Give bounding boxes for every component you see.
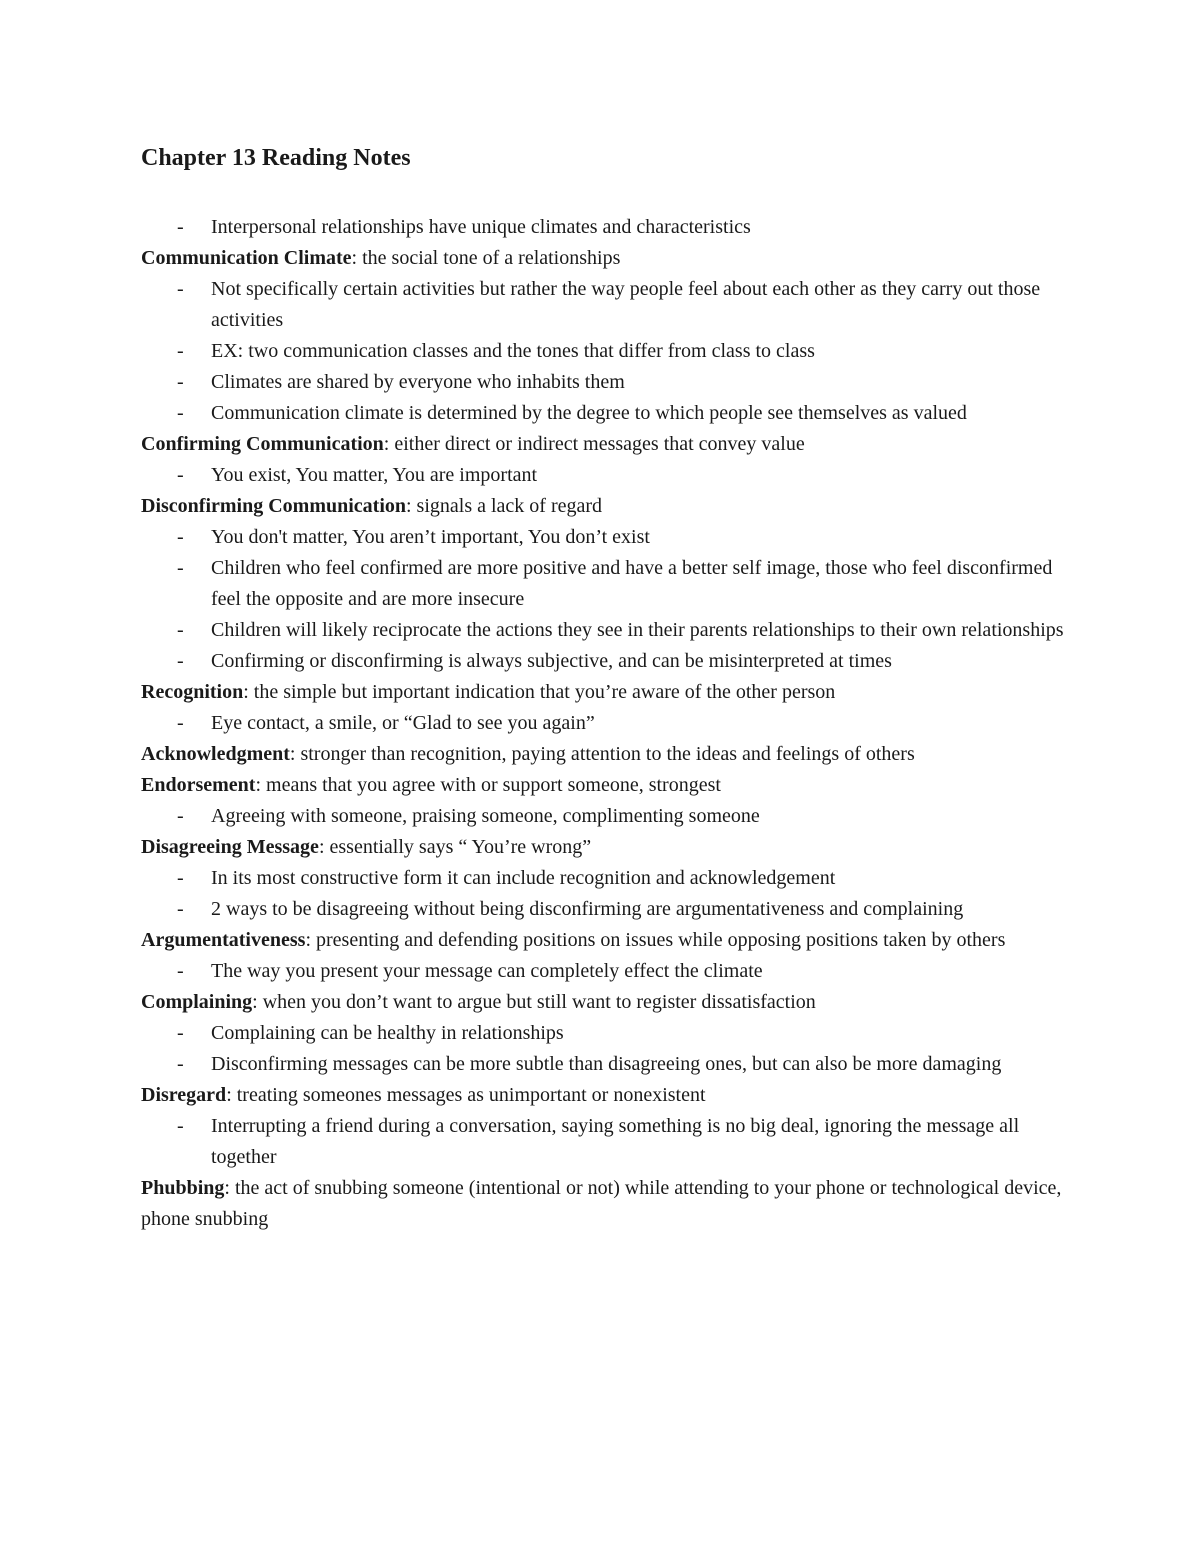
dash-marker: - [177,557,184,579]
definition-line [141,677,1071,708]
term-label: Acknowledgment [141,743,290,765]
bullet-list [141,956,1071,987]
dash-marker: - [177,650,184,672]
term-label: Disagreeing Message [141,836,319,858]
definition-line [141,925,1071,956]
bullet-item [141,801,1071,832]
dash-marker: - [177,1053,184,1075]
bullet-list [141,274,1071,429]
bullet-text: EX: two communication classes and the tones that differ from class to class [211,340,815,362]
bullet-text: Interrupting a friend during a conversation, saying something is no big deal, ignoring the message all together [211,1115,1020,1168]
definition-text: : presenting and defending positions on issues while opposing positions taken by others [305,929,1006,951]
page-title: Chapter 13 Reading Notes [141,145,411,171]
bullet-item [141,646,1071,677]
bullet-text: Disconfirming messages can be more subtle than disagreeing ones, but can also be more damaging [211,1053,1002,1075]
bullet-item [141,336,1071,367]
definition-text: : either direct or indirect messages that convey value [383,433,805,455]
dash-marker: - [177,402,184,424]
bullet-item [141,522,1071,553]
dash-marker: - [177,805,184,827]
bullet-item [141,894,1071,925]
term-label: Phubbing [141,1177,225,1199]
bullet-item [141,956,1071,987]
bullet-item [141,460,1071,491]
definition-text: : the act of snubbing someone (intentional or not) while attending to your phone or technological device, phone snubbing [141,1177,1062,1230]
bullet-item [141,1018,1071,1049]
bullet-item [141,398,1071,429]
definition-line [141,1080,1071,1111]
bullet-item [141,1049,1071,1080]
bullet-item [141,367,1071,398]
bullet-item [141,615,1071,646]
bullet-text: Communication climate is determined by the degree to which people see themselves as valued [211,402,967,424]
notes-body [141,212,1071,1235]
intro-bullet-list [141,212,1071,243]
definition-line [141,491,1071,522]
bullet-text: Eye contact, a smile, or “Glad to see you again” [211,712,595,734]
bullet-text: You exist, You matter, You are important [211,464,538,486]
definition-line [141,429,1071,460]
definition-text: : the simple but important indication that you’re aware of the other person [243,681,836,703]
bullet-list [141,708,1071,739]
dash-marker: - [177,1022,184,1044]
bullet-text: Children who feel confirmed are more positive and have a better self image, those who feel disconfirmed feel the opposite and are more insecure [211,557,1053,610]
bullet-text: You don't matter, You aren’t important, You don’t exist [211,526,650,548]
bullet-text: Agreeing with someone, praising someone, complimenting someone [211,805,760,827]
definition-text: : signals a lack of regard [406,495,603,517]
bullet-text: Not specifically certain activities but rather the way people feel about each other as they carry out those activities [211,278,1041,331]
dash-marker: - [177,1115,184,1137]
term-label: Endorsement [141,774,256,796]
bullet-item [141,212,1071,243]
dash-marker: - [177,216,184,238]
definition-text: : essentially says “ You’re wrong” [318,836,592,858]
bullet-item [141,553,1071,615]
definition-line [141,770,1071,801]
definition-line [141,832,1071,863]
bullet-text: Complaining can be healthy in relationships [211,1022,564,1044]
term-label: Confirming Communication [141,433,384,455]
definition-line [141,739,1071,770]
definition-line [141,987,1071,1018]
bullet-item [141,274,1071,336]
bullet-item [141,1111,1071,1173]
dash-marker: - [177,619,184,641]
term-label: Argumentativeness [141,929,306,951]
term-label: Recognition [141,681,244,703]
dash-marker: - [177,712,184,734]
term-label: Disregard [141,1084,227,1106]
dash-marker: - [177,867,184,889]
bullet-list [141,522,1071,677]
bullet-text: In its most constructive form it can include recognition and acknowledgement [211,867,836,889]
dash-marker: - [177,464,184,486]
term-label: Complaining [141,991,253,1013]
bullet-text: 2 ways to be disagreeing without being disconfirming are argumentativeness and complaining [211,898,964,920]
definition-line [141,1173,1071,1235]
definition-line [141,243,1071,274]
bullet-text: Children will likely reciprocate the actions they see in their parents relationships to their own relationships [211,619,1064,641]
bullet-list [141,863,1071,925]
bullet-list [141,1111,1071,1173]
bullet-text: Confirming or disconfirming is always subjective, and can be misinterpreted at times [211,650,892,672]
definition-text: : when you don’t want to argue but still want to register dissatisfaction [252,991,816,1013]
dash-marker: - [177,340,184,362]
dash-marker: - [177,960,184,982]
bullet-list [141,1018,1071,1080]
dash-marker: - [177,371,184,393]
definition-text: : the social tone of a relationships [351,247,621,269]
term-label: Disconfirming Communication [141,495,406,517]
term-label: Communication Climate [141,247,352,269]
bullet-item [141,708,1071,739]
definition-text: : stronger than recognition, paying attention to the ideas and feelings of others [289,743,915,765]
dash-marker: - [177,526,184,548]
dash-marker: - [177,278,184,300]
definition-text: : means that you agree with or support someone, strongest [255,774,721,796]
bullet-text: Interpersonal relationships have unique climates and characteristics [211,216,751,238]
bullet-text: The way you present your message can completely effect the climate [211,960,763,982]
dash-marker: - [177,898,184,920]
definition-text: : treating someones messages as unimportant or nonexistent [226,1084,706,1106]
bullet-text: Climates are shared by everyone who inhabits them [211,371,625,393]
bullet-item [141,863,1071,894]
bullet-list [141,460,1071,491]
bullet-list [141,801,1071,832]
